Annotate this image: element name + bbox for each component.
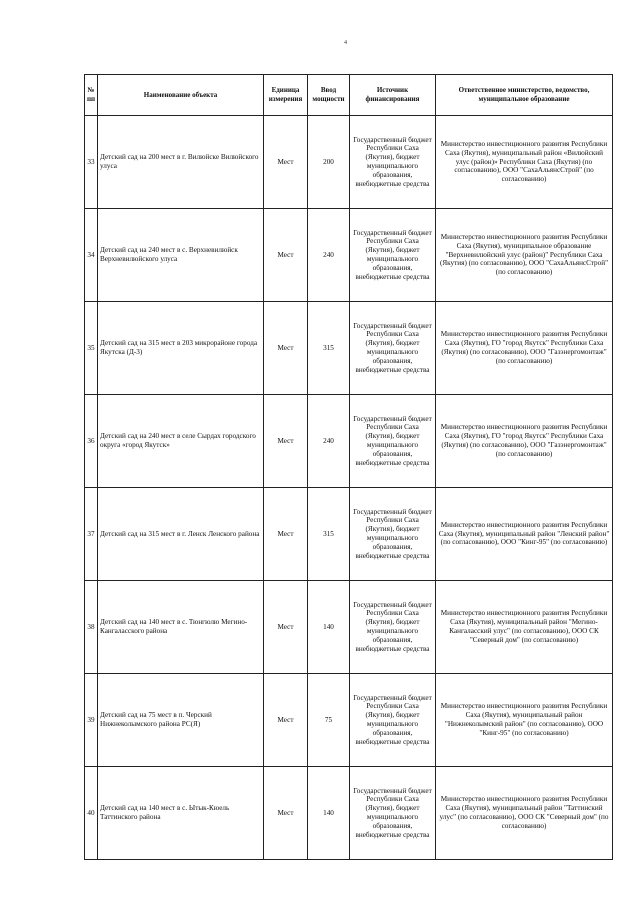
table-row xyxy=(85,488,613,581)
row-number: 33 xyxy=(85,116,98,209)
responsible-party: Министерство инвестиционного развития Республики Саха (Якутия), ГО "город Якутск" Республики Саха (Якутия) (по согласованию), ООО "Газэнергомонтаж" (по согласованию) xyxy=(436,302,613,395)
unit: Мест xyxy=(264,767,308,860)
funding-source: Государственный бюджет Республики Саха (Якутия), бюджет муниципального образования, внебюджетные средства xyxy=(350,116,436,209)
table-row xyxy=(85,116,613,209)
object-name: Детский сад на 315 мест в 203 микрорайоне города Якутска (Д-3) xyxy=(98,302,264,395)
header-capacity: Ввод мощности xyxy=(308,75,350,116)
table-header-row xyxy=(85,75,613,116)
funding-source: Государственный бюджет Республики Саха (Якутия), бюджет муниципального образования, внебюджетные средства xyxy=(350,395,436,488)
objects-table xyxy=(84,74,613,860)
responsible-party: Министерство инвестиционного развития Республики Саха (Якутия), муниципальный район «Вилюйский улус (район)» Республики Саха (Якутия) (по согласованию), ООО "СахаАльянсСтрой" (по согласованию) xyxy=(436,116,613,209)
capacity: 315 xyxy=(308,488,350,581)
table-row xyxy=(85,209,613,302)
object-name: Детский сад на 315 мест в г. Ленск Ленского района xyxy=(98,488,264,581)
table-row xyxy=(85,581,613,674)
capacity: 75 xyxy=(308,674,350,767)
row-number: 36 xyxy=(85,395,98,488)
row-number: 37 xyxy=(85,488,98,581)
object-name: Детский сад на 140 мест в с. Тюнгюлю Мегино-Кангаласского района xyxy=(98,581,264,674)
responsible-party: Министерство инвестиционного развития Республики Саха (Якутия), ГО "город Якутск" Республики Саха (Якутия) (по согласованию), ООО "Газэнергомонтаж" (по согласованию) xyxy=(436,395,613,488)
responsible-party: Министерство инвестиционного развития Республики Саха (Якутия), муниципальный район "Таттинский улус" (по согласованию), ООО СК "Северный дом" (по согласованию) xyxy=(436,767,613,860)
funding-source: Государственный бюджет Республики Саха (Якутия), бюджет муниципального образования, внебюджетные средства xyxy=(350,302,436,395)
responsible-party: Министерство инвестиционного развития Республики Саха (Якутия), муниципальное образование "Верхневилюйский улус (район)" Республики Саха (Якутия) (по согласованию), ООО "СахаАльянсСтрой" (по согласованию) xyxy=(436,209,613,302)
capacity: 140 xyxy=(308,581,350,674)
header-funding-source: Источник финансирования xyxy=(350,75,436,116)
object-name: Детский сад на 240 мест в селе Сырдах городского округа «город Якутск» xyxy=(98,395,264,488)
object-name: Детский сад на 200 мест в г. Вилюйске Вилюйского улуса xyxy=(98,116,264,209)
header-unit: Единица измерения xyxy=(264,75,308,116)
table-row xyxy=(85,302,613,395)
capacity: 240 xyxy=(308,395,350,488)
capacity: 140 xyxy=(308,767,350,860)
funding-source: Государственный бюджет Республики Саха (Якутия), бюджет муниципального образования, внебюджетные средства xyxy=(350,767,436,860)
funding-source: Государственный бюджет Республики Саха (Якутия), бюджет муниципального образования, внебюджетные средства xyxy=(350,488,436,581)
capacity: 315 xyxy=(308,302,350,395)
capacity: 200 xyxy=(308,116,350,209)
capacity: 240 xyxy=(308,209,350,302)
unit: Мест xyxy=(264,395,308,488)
header-responsible: Ответственное министерство, ведомство, муниципальное образование xyxy=(436,75,613,116)
table-row xyxy=(85,767,613,860)
unit: Мест xyxy=(264,302,308,395)
responsible-party: Министерство инвестиционного развития Республики Саха (Якутия), муниципальный район "Нижнеколымский район" (по согласованию), ООО "Кинг-95" (по согласованию) xyxy=(436,674,613,767)
unit: Мест xyxy=(264,488,308,581)
header-object-name: Наименование объекта xyxy=(98,75,264,116)
row-number: 40 xyxy=(85,767,98,860)
row-number: 39 xyxy=(85,674,98,767)
row-number: 38 xyxy=(85,581,98,674)
unit: Мест xyxy=(264,116,308,209)
table-row xyxy=(85,395,613,488)
object-name: Детский сад на 75 мест в п. Черский Нижнеколымского района РС(Я) xyxy=(98,674,264,767)
unit: Мест xyxy=(264,209,308,302)
responsible-party: Министерство инвестиционного развития Республики Саха (Якутия), муниципальный район "Ленский район" (по согласованию), ООО "Кинг-95" (по согласованию) xyxy=(436,488,613,581)
object-name: Детский сад на 140 мест в с. Ытык-Кюель Таттинского района xyxy=(98,767,264,860)
funding-source: Государственный бюджет Республики Саха (Якутия), бюджет муниципального образования, внебюджетные средства xyxy=(350,581,436,674)
page-number: 4 xyxy=(344,40,347,46)
unit: Мест xyxy=(264,674,308,767)
table-row xyxy=(85,674,613,767)
funding-source: Государственный бюджет Республики Саха (Якутия), бюджет муниципального образования, внебюджетные средства xyxy=(350,209,436,302)
row-number: 35 xyxy=(85,302,98,395)
funding-source: Государственный бюджет Республики Саха (Якутия), бюджет муниципального образования, внебюджетные средства xyxy=(350,674,436,767)
object-name: Детский сад на 240 мест в с. Верхневилюйск Верхневилюйского улуса xyxy=(98,209,264,302)
unit: Мест xyxy=(264,581,308,674)
responsible-party: Министерство инвестиционного развития Республики Саха (Якутия), муниципальный район "Мегино-Кангаласский улус" (по согласованию), ООО СК "Северный дом" (по согласованию) xyxy=(436,581,613,674)
row-number: 34 xyxy=(85,209,98,302)
header-num: № пп xyxy=(85,75,98,116)
